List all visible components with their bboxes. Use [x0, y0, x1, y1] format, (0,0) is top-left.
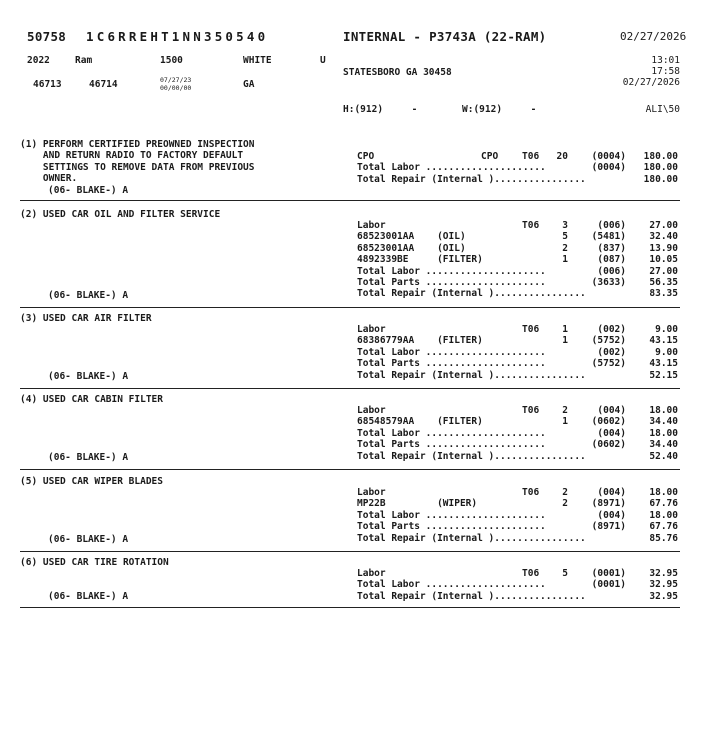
- job-description: (2) USED CAR OIL AND FILTER SERVICE: [20, 209, 221, 220]
- section-divider: [20, 307, 680, 308]
- line-amount: 18.00: [649, 405, 678, 416]
- date-closed: 02/27/2026: [622, 77, 680, 88]
- vehicle-year: 2022: [27, 55, 50, 66]
- line-ref-code: (002): [597, 324, 626, 335]
- line-ref-code: (004): [597, 405, 626, 416]
- customer-address: STATESBORO GA 30458: [343, 67, 452, 78]
- line-tech-code: T06: [522, 568, 540, 579]
- line-amount: 180.00: [643, 151, 678, 162]
- line-amount: 83.35: [649, 288, 678, 300]
- line-description: Total Labor .....................: [357, 579, 546, 591]
- line-amount: 27.00: [649, 265, 678, 277]
- line-amount: 18.00: [649, 487, 678, 498]
- vehicle-color: WHITE: [243, 55, 272, 66]
- line-amount: 180.00: [643, 173, 678, 185]
- technician: (06- BLAKE-) A: [48, 534, 129, 545]
- line-tech-code: T06: [522, 151, 540, 162]
- line-description: Total Repair (Internal )................: [357, 369, 586, 381]
- line-ref-code: (004): [597, 427, 626, 439]
- document-date: 02/27/2026: [620, 30, 687, 43]
- line-description: Total Repair (Internal )................: [357, 590, 586, 602]
- line-amount: 52.15: [649, 369, 678, 381]
- line-tech-code: T06: [522, 220, 540, 231]
- line-description: Total Repair (Internal )................: [357, 288, 586, 300]
- line-amount: 9.00: [655, 324, 678, 335]
- job-description: (4) USED CAR CABIN FILTER: [20, 394, 163, 405]
- vehicle-model: 1500: [160, 55, 183, 66]
- line-description: 68523001AA (OIL): [357, 231, 466, 243]
- line-ref-code: (0001): [591, 579, 626, 591]
- line-amount: 32.40: [649, 231, 678, 243]
- job-description: OWNER.: [20, 173, 78, 185]
- line-description: Total Repair (Internal )................: [357, 173, 586, 185]
- line-ref-code: (087): [597, 254, 626, 266]
- line-ref-code: (8971): [591, 521, 626, 533]
- line-description: 4892339BE (FILTER): [357, 254, 483, 266]
- line-description: Labor: [357, 220, 386, 231]
- line-amount: 67.76: [649, 498, 678, 510]
- line-opcode: CPO: [481, 151, 499, 162]
- line-amount: 85.76: [649, 532, 678, 544]
- line-quantity: 3: [562, 220, 568, 231]
- phone-home: H:(912) -: [343, 104, 418, 115]
- line-quantity: 1: [562, 335, 568, 347]
- line-amount: 180.00: [643, 162, 678, 174]
- document-title: INTERNAL - P3743A (22-RAM): [343, 29, 547, 44]
- line-amount: 56.35: [649, 277, 678, 288]
- line-ref-code: (0602): [591, 416, 626, 428]
- line-description: Labor: [357, 405, 386, 416]
- line-amount: 43.15: [649, 335, 678, 347]
- line-amount: 34.40: [649, 416, 678, 428]
- line-description: Total Parts .....................: [357, 277, 546, 288]
- job-description: (5) USED CAR WIPER BLADES: [20, 476, 163, 487]
- phone-work: W:(912) -: [462, 104, 537, 115]
- line-amount: 32.95: [649, 590, 678, 602]
- technician: (06- BLAKE-) A: [48, 290, 129, 301]
- section-divider: [20, 200, 680, 201]
- line-amount: 67.76: [649, 521, 678, 533]
- line-ref-code: (0001): [591, 568, 626, 579]
- ro-number: 50758: [27, 29, 67, 44]
- line-description: 68523001AA (OIL): [357, 242, 466, 254]
- line-amount: 52.40: [649, 450, 678, 462]
- line-description: MP22B (WIPER): [357, 498, 478, 510]
- line-quantity: 1: [562, 254, 568, 266]
- line-ref-code: (004): [597, 509, 626, 521]
- line-description: Total Labor .....................: [357, 265, 546, 277]
- line-amount: 13.90: [649, 242, 678, 254]
- line-quantity: 2: [562, 405, 568, 416]
- line-quantity: 1: [562, 416, 568, 428]
- vehicle-make: Ram: [75, 55, 93, 66]
- line-description: 68548579AA (FILTER): [357, 416, 483, 428]
- line-amount: 34.40: [649, 439, 678, 451]
- section-divider: [20, 607, 680, 608]
- job-description: (1) PERFORM CERTIFIED PREOWNED INSPECTION: [20, 139, 255, 150]
- line-description: Total Labor .....................: [357, 162, 546, 174]
- job-description: AND RETURN RADIO TO FACTORY DEFAULT: [20, 150, 244, 162]
- job-description: (6) USED CAR TIRE ROTATION: [20, 557, 169, 568]
- line-ref-code: (837): [597, 242, 626, 254]
- time-in: 13:01: [651, 55, 680, 66]
- line-ref-code: (0004): [591, 162, 626, 174]
- line-quantity: 5: [562, 231, 568, 243]
- line-ref-code: (006): [597, 265, 626, 277]
- line-description: Total Parts .....................: [357, 358, 546, 370]
- line-ref-code: (002): [597, 346, 626, 358]
- technician: (06- BLAKE-) A: [48, 185, 129, 196]
- section-divider: [20, 388, 680, 389]
- line-ref-code: (0004): [591, 151, 626, 162]
- line-ref-code: (004): [597, 487, 626, 498]
- line-description: Total Parts .....................: [357, 521, 546, 533]
- line-ref-code: (5752): [591, 358, 626, 370]
- line-ref-code: (0602): [591, 439, 626, 451]
- line-amount: 10.05: [649, 254, 678, 266]
- state: GA: [243, 79, 255, 90]
- line-ref-code: (006): [597, 220, 626, 231]
- line-amount: 32.95: [649, 579, 678, 591]
- technician: (06- BLAKE-) A: [48, 371, 129, 382]
- line-ref-code: (5481): [591, 231, 626, 243]
- small-date-2: 00/00/00: [160, 84, 192, 92]
- line-amount: 27.00: [649, 220, 678, 231]
- line-description: CPO: [357, 151, 375, 162]
- line-ref-code: (3633): [591, 277, 626, 288]
- line-description: 68386779AA (FILTER): [357, 335, 483, 347]
- line-ref-code: (8971): [591, 498, 626, 510]
- tag-number-2: 46714: [89, 79, 118, 90]
- line-amount: 18.00: [649, 427, 678, 439]
- job-description: (3) USED CAR AIR FILTER: [20, 313, 152, 324]
- line-quantity: 2: [562, 242, 568, 254]
- time-out: 17:58: [651, 66, 680, 77]
- line-tech-code: T06: [522, 324, 540, 335]
- line-description: Total Labor .....................: [357, 509, 546, 521]
- line-quantity: 20: [556, 151, 568, 162]
- line-quantity: 2: [562, 487, 568, 498]
- line-description: Labor: [357, 487, 386, 498]
- line-description: Total Repair (Internal )................: [357, 532, 586, 544]
- line-description: Total Parts .....................: [357, 439, 546, 451]
- line-description: Labor: [357, 324, 386, 335]
- small-date-1: 07/27/23: [160, 76, 192, 84]
- advisor-code: ALI\50: [645, 104, 680, 115]
- line-description: Total Repair (Internal )................: [357, 450, 586, 462]
- section-divider: [20, 551, 680, 552]
- line-description: Labor: [357, 568, 386, 579]
- technician: (06- BLAKE-) A: [48, 452, 129, 463]
- line-quantity: 2: [562, 498, 568, 510]
- vin: 1C6RREHT1NN350540: [86, 29, 269, 44]
- line-amount: 9.00: [655, 346, 678, 358]
- line-quantity: 1: [562, 324, 568, 335]
- job-description: SETTINGS TO REMOVE DATA FROM PREVIOUS: [20, 161, 255, 173]
- line-quantity: 5: [562, 568, 568, 579]
- vehicle-code: U: [320, 55, 326, 66]
- line-ref-code: (5752): [591, 335, 626, 347]
- line-tech-code: T06: [522, 405, 540, 416]
- line-amount: 43.15: [649, 358, 678, 370]
- line-tech-code: T06: [522, 487, 540, 498]
- line-description: Total Labor .....................: [357, 346, 546, 358]
- section-divider: [20, 469, 680, 470]
- tag-number-1: 46713: [33, 79, 62, 90]
- line-amount: 18.00: [649, 509, 678, 521]
- technician: (06- BLAKE-) A: [48, 591, 129, 602]
- line-amount: 32.95: [649, 568, 678, 579]
- line-description: Total Labor .....................: [357, 427, 546, 439]
